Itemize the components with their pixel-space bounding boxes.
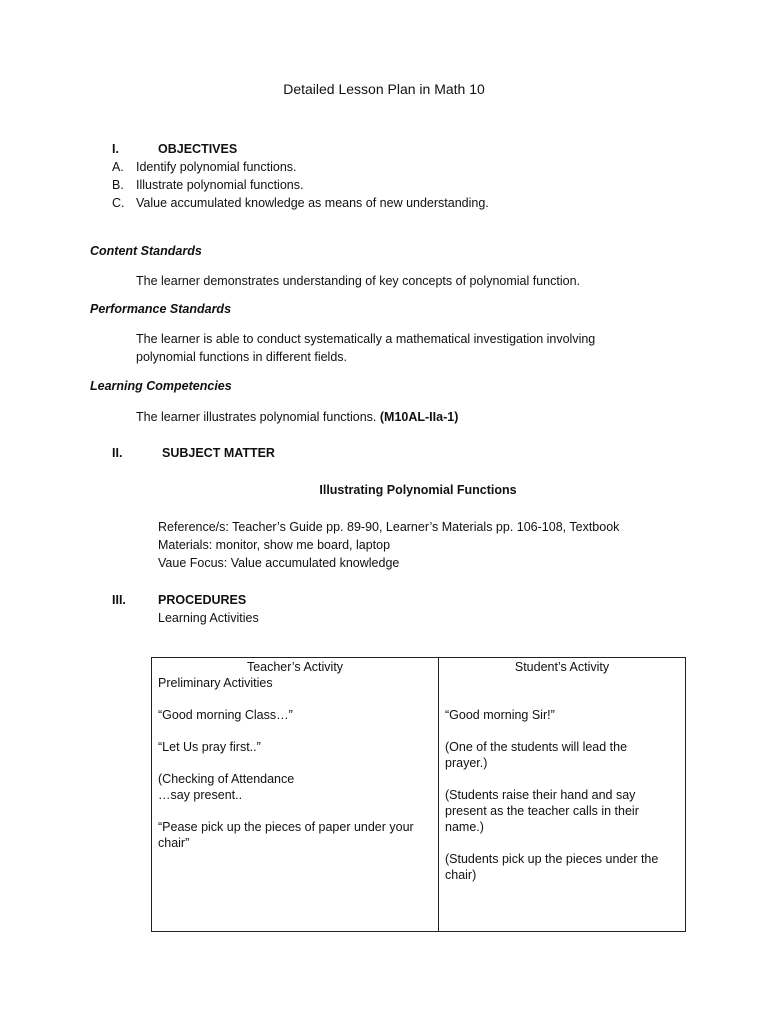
references-line: Reference/s: Teacher’s Guide pp. 89-90, Learner’s Materials pp. 106-108, Textbook [158, 520, 620, 534]
performance-standards-heading: Performance Standards [90, 302, 232, 316]
section-1-heading: OBJECTIVES [158, 142, 238, 156]
teacher-greeting: “Good morning Class…” [158, 708, 293, 722]
content-standards-text: The learner demonstrates understanding of key concepts of polynomial function. [136, 274, 581, 288]
objective-b-letter: B. [112, 178, 124, 192]
learning-competencies-line [136, 408, 458, 426]
section-3-heading: PROCEDURES [158, 593, 247, 607]
content-standards-heading: Content Standards [90, 244, 202, 258]
section-3-numeral: III. [112, 593, 126, 607]
student-prayer: (One of the students will lead the prayer.) [445, 740, 628, 770]
materials-line: Materials: monitor, show me board, laptop [158, 538, 391, 552]
student-greeting: “Good morning Sir!” [445, 708, 555, 722]
teacher-pray: “Let Us pray first..” [158, 740, 261, 754]
objective-c-letter: C. [112, 196, 125, 210]
learning-competencies-heading: Learning Competencies [90, 379, 232, 393]
section-2-heading: SUBJECT MATTER [162, 446, 275, 460]
value-focus-line: Vaue Focus: Value accumulated knowledge [158, 556, 400, 570]
objective-a-text: Identify polynomial functions. [136, 160, 297, 174]
teacher-attendance-1: (Checking of Attendance [158, 772, 295, 786]
section-1-numeral: I. [112, 142, 119, 156]
teacher-activity-header: Teacher’s Activity [246, 660, 344, 674]
student-column [439, 658, 686, 932]
student-present: (Students raise their hand and say present as the teacher calls in their name.) [445, 788, 639, 834]
objective-c-text: Value accumulated knowledge as means of new understanding. [136, 196, 489, 210]
preliminary-activities: Preliminary Activities [158, 676, 273, 690]
competency-code: (M10AL-IIa-1) [379, 410, 459, 424]
teacher-attendance-2: …say present.. [158, 788, 243, 802]
student-activity-header: Student’s Activity [514, 660, 610, 674]
student-pickup: (Students pick up the pieces under the chair) [445, 852, 659, 882]
activities-table [151, 657, 686, 932]
performance-standards-line-2: polynomial functions in different fields. [136, 350, 347, 364]
objective-b-text: Illustrate polynomial functions. [136, 178, 304, 192]
learning-competencies-text: The learner illustrates polynomial functions. [136, 410, 380, 424]
document-title: Detailed Lesson Plan in Math 10 [283, 81, 485, 97]
objective-a-letter: A. [112, 160, 124, 174]
performance-standards-line-1: The learner is able to conduct systematically a mathematical investigation involving [136, 332, 596, 346]
section-2-numeral: II. [112, 446, 123, 460]
learning-activities-label: Learning Activities [158, 611, 259, 625]
teacher-pickup: “Pease pick up the pieces of paper under your chair” [158, 820, 414, 850]
subject-topic: Illustrating Polynomial Functions [319, 483, 517, 497]
teacher-column [152, 658, 439, 932]
